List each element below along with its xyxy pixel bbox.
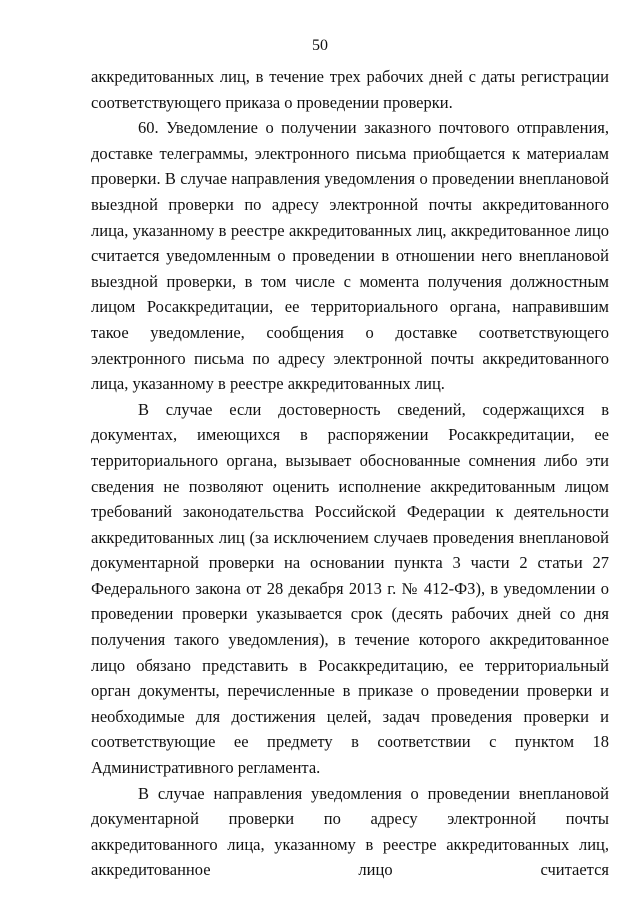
paragraph-continuation: аккредитованных лиц, в течение трех рабочих дней с даты регистрации соответствующего приказа о проведении проверки. bbox=[91, 67, 609, 112]
paragraph-documentary-check: В случае направления уведомления о проведении внеплановой документарной проверки по адресу электронной почты аккредитованного лица, указанному в реестре аккредитованных лиц, аккредитованное лицо считается bbox=[91, 783, 609, 880]
document-body bbox=[91, 64, 609, 883]
paragraph-deadline-notice: В случае если достоверность сведений, содержащихся в документах, имеющихся в распоряжении Росаккредитации, ее территориального органа, вызывает обоснованные сомнения либо эти сведения не позволяют оценить исполнение аккредитованным лицом требований законодательства Российской Федерации к деятельности аккредитованных лиц (за исключением случаев проведения внеплановой документарной проверки на основании пункта 3 части 2 статьи 27 Федерального закона от 28 декабря 2013 г. № 412-ФЗ), в уведомлении о проведении проверки указывается срок (десять рабочих дней со дня получения такого уведомления), в течение которого аккредитованное лицо обязано представить в Росаккредитацию, ее территориальный орган документы, перечисленные в приказе о проведении проверки и необходимые для достижения целей, задач проведения проверки и соответствующие ее предмету в соответствии с пунктом 18 Административного регламента. bbox=[91, 399, 609, 778]
paragraph-item-60: 60. Уведомление о получении заказного почтового отправления, доставке телеграммы, электронного письма приобщается к материалам проверки. В случае направления уведомления о проведении внеплановой выездной проверки по адресу электронной почты аккредитованного лица, указанному в реестре аккредитованных лиц, аккредитованное лицо считается уведомленным о проведении в отношении него внеплановой выездной проверки, в том числе с момента получения должностным лицом Росаккредитации, ее территориального органа, направившим такое уведомление, сообщения о доставке соответствующего электронного письма по адресу электронной почты аккредитованного лица, указанному в реестре аккредитованных лиц. bbox=[91, 118, 609, 394]
page-number: 50 bbox=[312, 37, 328, 54]
